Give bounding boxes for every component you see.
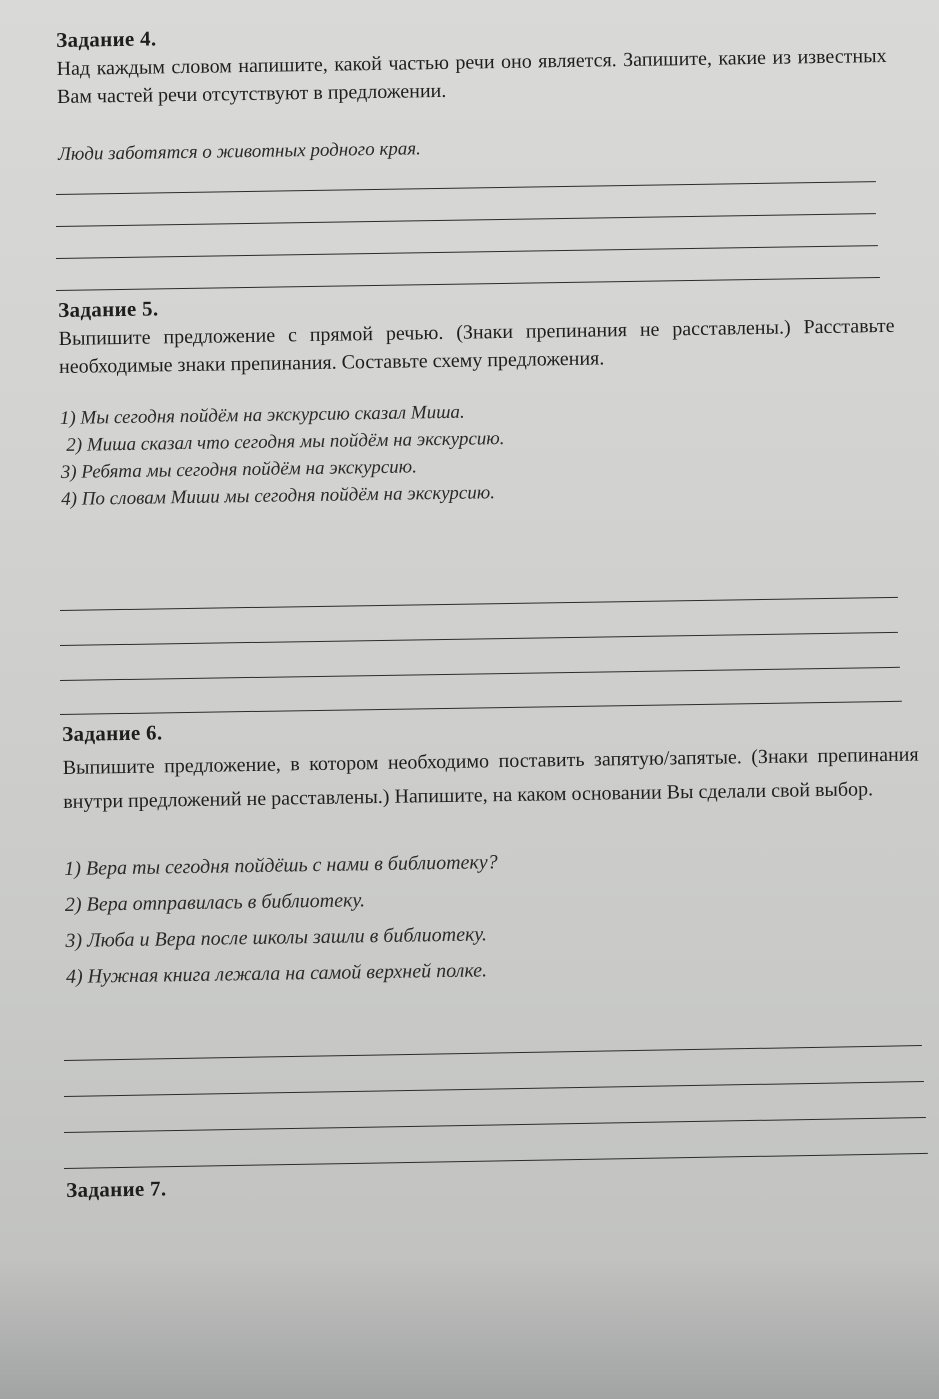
task-7-heading: Задание 7. [66,1176,167,1202]
task-5-option: 2) Миша сказал что сегодня мы пойдём на экскурсию. [66,428,505,456]
task-6-option: 4) Нужная книга лежала на самой верхней полке. [65,959,488,988]
task-6-heading: Задание 6. [62,720,163,746]
answer-line [56,213,876,227]
task-5-option: 4) По словам Миши мы сегодня пойдём на экскурсию. [61,482,496,510]
task-5-option: 1) Мы сегодня пойдём на экскурсию сказал Миша. [59,401,465,429]
task-4-heading: Задание 4. [56,26,157,52]
answer-line [60,597,898,611]
task-6-option: 3) Люба и Вера после школы зашли в библиотеку. [65,923,488,952]
task-5-options [60,392,898,513]
task-5-instructions: Выпишите предложение с прямой речью. (Знаки препинания не расставлены.) Расставьте необходимые знаки препинания. Составьте схему предложения. [58,314,895,378]
answer-line [64,1081,924,1097]
answer-line [56,181,876,195]
answer-line [64,1153,928,1169]
task-6-options [64,838,922,995]
answer-line [60,667,900,681]
task-4-sentence: Люди заботятся о животных родного края. [57,138,422,165]
task-6-option: 1) Вера ты сегодня пойдёшь с нами в библиотеку? [64,851,498,880]
task-5 [58,285,897,513]
task-5-heading: Задание 5. [58,296,159,322]
answer-line [60,632,898,646]
task-6-instructions: Выпишите предложение, в котором необходимо поставить запятую/запятые. (Знаки препинания внутри предложений не расставлены.) Напишите, на каком основании Вы сделали свой выбор. [62,743,919,813]
task-5-option: 3) Ребята мы сегодня пойдём на экскурсию. [60,456,418,483]
answer-line [64,1045,922,1061]
answer-line [64,1117,926,1133]
answer-line [56,245,878,259]
task-4-instructions: Над каждым словом напишите, какой частью речи оно является. Запишите, какие из известных Вам частей речи отсутствуют в предложении. [56,44,887,108]
task-7 [66,1172,466,1203]
task-6-option: 2) Вера отправилась в библиотеку. [64,889,366,916]
task-6 [62,709,922,995]
task-4 [56,15,888,168]
